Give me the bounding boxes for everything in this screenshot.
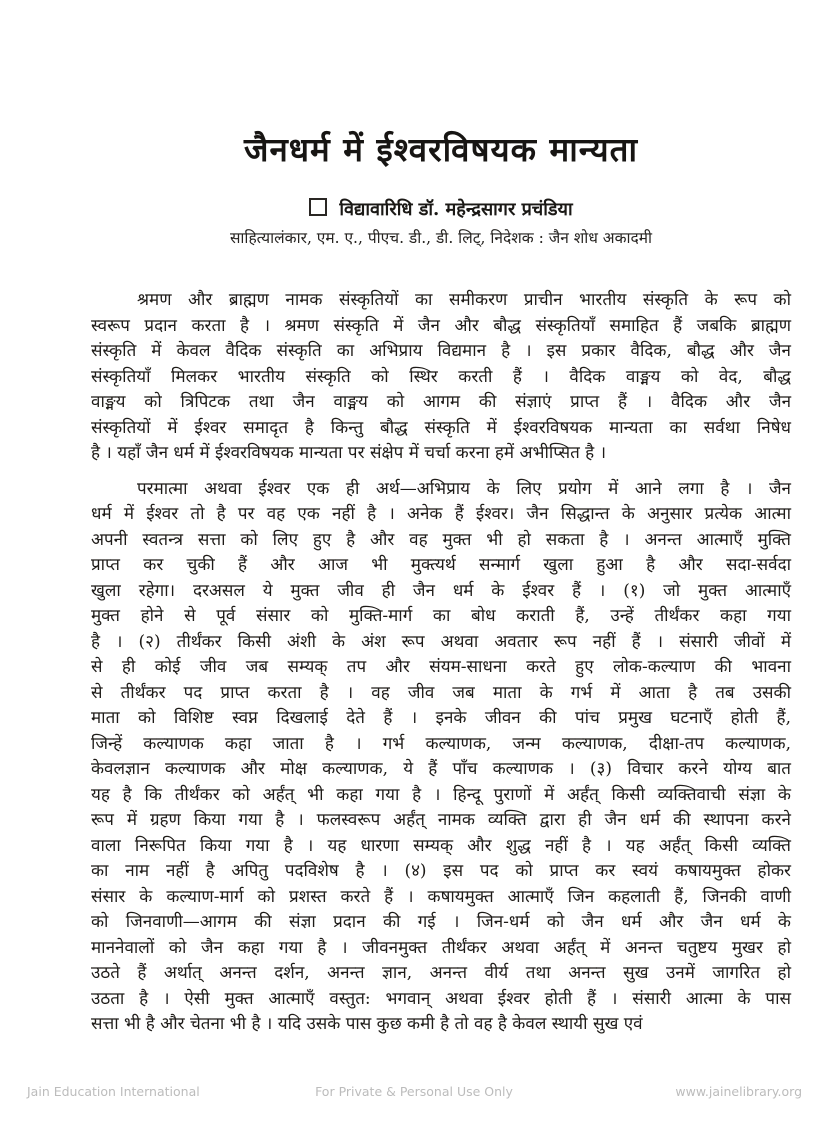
text-line: संस्कृतियाँ मिलकर भारतीय संस्कृति को स्थिर करती हैं । वैदिक वाङ्मय को वेद, बौद्ध [91, 366, 791, 387]
text-line: वाङ्मय को त्रिपिटक तथा जैन वाङ्मय को आगम की संज्ञाएं प्राप्त हैं । वैदिक और जैन [91, 392, 791, 412]
page-content [91, 126, 791, 1038]
text-line: संस्कृति में केवल वैदिक संस्कृति का अभिप्राय विद्यमान है । इस प्रकार वैदिक, बौद्ध और जैन [91, 341, 791, 361]
paragraph-1 [91, 288, 791, 467]
paragraph-2 [91, 477, 791, 1038]
author-byline [91, 197, 791, 221]
text-line: केवलज्ञान कल्याणक और मोक्ष कल्याणक, ये हैं पाँच कल्याणक । (३) विचार करने योग्य बात [91, 759, 791, 779]
text-line: अपनी स्वतन्त्र सत्ता को लिए हुए है और वह मुक्त भी हो सकता है । अनन्त आत्माएँ मुक्ति [91, 529, 791, 550]
text-line: धर्म में ईश्वर तो है पर वह एक नहीं है । अनेक हैं ईश्वर। जैन सिद्धान्त के अनुसार प्रत्येक आत्मा [91, 504, 791, 524]
affiliation-line: साहित्यालंकार, एम. ए., पीएच. डी., डी. लिट्, निदेशक : जैन शोध अकादमी [229, 229, 653, 247]
author-name: विद्यावारिधि डॉ. महेन्द्रसागर प्रचंडिया [339, 199, 573, 220]
text-line: रूप में ग्रहण किया गया है । फलस्वरूप अर्हंत् नामक व्यक्ति द्वारा ही जैन धर्म की स्थापना करने [91, 810, 791, 830]
text-line: उठता है । ऐसी मुक्त आत्माएँ वस्तुत: भगवान् अथवा ईश्वर होती हैं । संसारी आत्मा के पास [91, 988, 791, 1009]
text-line: है । (२) तीर्थंकर किसी अंशी के अंश रूप अथवा अवतार रूप नहीं हैं । संसारी जीवों में [91, 631, 791, 652]
text-line: स्वरूप प्रदान करता है । श्रमण संस्कृति में जैन और बौद्ध संस्कृतियाँ समाहित हैं जबकि ब्राह्मण [91, 315, 791, 336]
text-line: है । यहाँ जैन धर्म में ईश्वरविषयक मान्यता पर संक्षेप में चर्चा करना हमें अभीप्सित है । [91, 443, 607, 463]
text-line: माननेवालों को जैन कहा गया है । जीवनमुक्त तीर्थंकर अथवा अर्हंत् में अनन्त चतुष्टय मुखर हो [91, 937, 791, 958]
text-line: उठते हैं अर्थात् अनन्त दर्शन, अनन्त ज्ञान, अनन्त वीर्य तथा अनन्त सुख उनमें जागरित हो [91, 963, 791, 983]
text-line: खुला रहेगा। दरअसल ये मुक्त जीव ही जैन धर्म के ईश्वर हैं । (१) जो मुक्त आत्माएँ [91, 580, 791, 601]
text-line: वाला निरूपित किया गया है । यह धारणा सम्यक् और शुद्ध नहीं है । यह अर्हंत् किसी व्यक्ति [91, 835, 791, 856]
text-line: श्रमण और ब्राह्मण नामक संस्कृतियों का समीकरण प्राचीन भारतीय संस्कृति के रूप को [137, 290, 791, 310]
text-line: माता को विशिष्ट स्वप्न दिखलाई देते हैं । इनके जीवन की पांच प्रमुख घटनाएँ होती हैं, [91, 708, 791, 728]
text-line: को जिनवाणी—आगम की संज्ञा प्रदान की गई । जिन-धर्म को जैन धर्म और जैन धर्म के [91, 912, 791, 932]
text-line: मुक्त होने से पूर्व संसार को मुक्ति-मार्ग का बोध कराती हैं, उन्हें तीर्थंकर कहा गया [91, 606, 791, 626]
text-line: संसार के कल्याण-मार्ग को प्रशस्त करते हैं । कषायमुक्त आत्माएँ जिन कहलाती हैं, जिनकी वाणी [91, 886, 791, 907]
text-line: यह है कि तीर्थंकर को अर्हंत् भी कहा गया है । हिन्दू पुराणों में अर्हंत् किसी व्यक्तिवाची संज्ञा के [91, 784, 791, 805]
footer-publisher-text: Jain Education International [27, 1084, 200, 1099]
text-line: परमात्मा अथवा ईश्वर एक ही अर्थ—अभिप्राय के लिए प्रयोग में आने लगा है । जैन [137, 478, 791, 499]
square-bullet-icon [309, 198, 327, 216]
text-line: सत्ता भी है और चेतना भी है । यदि उसके पास कुछ कमी है तो वह है केवल स्थायी सुख एवं [91, 1014, 643, 1034]
text-line: से तीर्थंकर पद प्राप्त करता है । वह जीव जब माता के गर्भ में आता है तब उसकी [91, 682, 791, 703]
text-line: प्राप्त कर चुकी हैं और आज भी मुक्त्यर्थ सन्मार्ग खुला हुआ है और सदा-सर्वदा [91, 555, 791, 575]
text-line: का नाम नहीं है अपितु पदविशेष है । (४) इस पद को प्राप्त कर स्वयं कषायमुक्त होकर [91, 861, 791, 881]
text-line: संस्कृतियों में ईश्वर समादृत है किन्तु बौद्ध संस्कृति में ईश्वरविषयक मान्यता का सर्वथा निषेध [91, 417, 791, 438]
page-title: जैनधर्म में ईश्वरविषयक मान्यता [243, 130, 639, 169]
footer-usage-text: For Private & Personal Use Only [315, 1084, 513, 1099]
footer-website-text: www.jainelibrary.org [675, 1084, 802, 1099]
text-line: से ही कोई जीव जब सम्यक् तप और संयम-साधना करते हुए लोक-कल्याण की भावना [91, 657, 791, 677]
page-footer [0, 1084, 828, 1104]
text-line: जिन्हें कल्याणक कहा जाता है । गर्भ कल्याणक, जन्म कल्याणक, दीक्षा-तप कल्याणक, [91, 733, 791, 754]
body-text [91, 288, 791, 1038]
